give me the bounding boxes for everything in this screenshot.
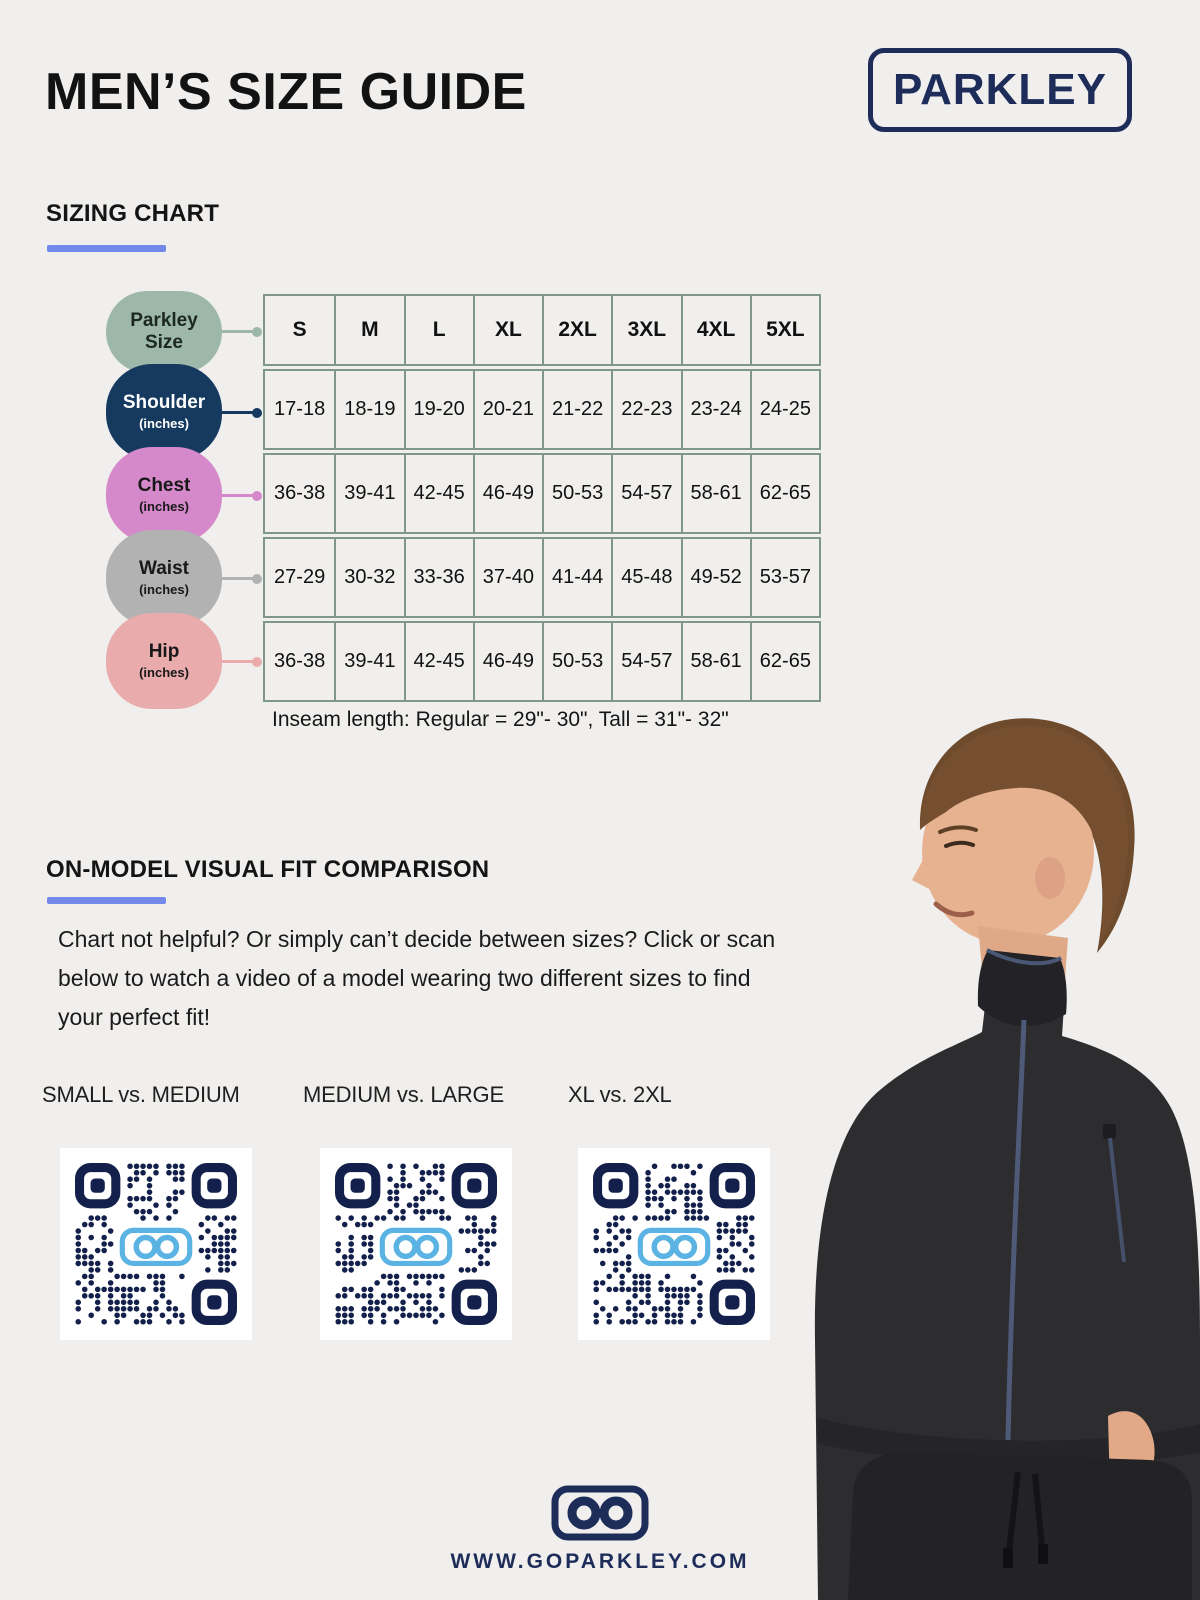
connector-dot	[252, 657, 262, 667]
table-cell: 54-57	[611, 455, 680, 532]
qr-code-graphic	[593, 1163, 755, 1325]
table-cell: 46-49	[473, 455, 542, 532]
table-cell: 22-23	[611, 371, 680, 448]
shoulder-values-row	[263, 369, 821, 450]
connector-line	[221, 577, 255, 580]
table-cell: 42-45	[404, 623, 473, 700]
footer	[440, 1484, 760, 1574]
qr-code-medium-vs-large[interactable]	[320, 1148, 512, 1340]
table-cell: 58-61	[681, 623, 750, 700]
table-cell: 49-52	[681, 539, 750, 616]
size-header-row	[263, 294, 821, 366]
waist-values-row	[263, 537, 821, 618]
chest-values-row	[263, 453, 821, 534]
table-cell: 19-20	[404, 371, 473, 448]
size-column-header: S	[292, 318, 307, 341]
table-cell: 23-24	[681, 371, 750, 448]
connector-dot	[252, 327, 262, 337]
sizing-chart-heading: SIZING CHART	[46, 200, 220, 227]
row-label-parkley-size: Parkley Size	[106, 291, 222, 373]
qr-code-xl-vs-2xl[interactable]	[578, 1148, 770, 1340]
connector-line	[221, 660, 255, 663]
table-cell: 53-57	[750, 539, 819, 616]
table-cell: 17-18	[274, 398, 326, 420]
qr-code-graphic	[335, 1163, 497, 1325]
size-column-header: 4XL	[681, 296, 750, 364]
connector-line	[221, 494, 255, 497]
table-cell: 30-32	[334, 539, 403, 616]
goggles-logo-icon	[550, 1484, 650, 1542]
sizing-chart-underline	[47, 245, 166, 252]
table-cell: 58-61	[681, 455, 750, 532]
connector-line	[221, 411, 255, 414]
connector-line	[221, 330, 255, 333]
qr-label-medium-vs-large: MEDIUM vs. LARGE	[303, 1082, 504, 1107]
size-column-header: 5XL	[750, 296, 819, 364]
model-photo	[810, 700, 1200, 1600]
table-cell: 50-53	[542, 623, 611, 700]
qr-code-graphic	[75, 1163, 237, 1325]
row-label-chest: Chest (inches)	[106, 447, 222, 543]
table-cell: 39-41	[334, 455, 403, 532]
sizing-table	[263, 294, 821, 705]
table-cell: 21-22	[542, 371, 611, 448]
model-illustration	[810, 700, 1200, 1600]
table-cell: 36-38	[274, 482, 326, 504]
size-column-header: XL	[473, 296, 542, 364]
fit-comparison-paragraph: Chart not helpful? Or simply can’t decide between sizes? Click or scan below to watch a video of a model wearing two different sizes to find your perfect fit!	[58, 926, 776, 1030]
table-cell: 62-65	[750, 455, 819, 532]
table-cell: 18-19	[334, 371, 403, 448]
table-cell: 39-41	[334, 623, 403, 700]
table-cell: 42-45	[404, 455, 473, 532]
table-cell: 36-38	[274, 650, 326, 672]
table-cell: 62-65	[750, 623, 819, 700]
fit-comparison-underline	[47, 897, 166, 904]
table-cell: 50-53	[542, 455, 611, 532]
table-cell: 20-21	[473, 371, 542, 448]
qr-label-xl-vs-2xl: XL vs. 2XL	[568, 1082, 672, 1107]
table-cell: 46-49	[473, 623, 542, 700]
row-label-shoulder: Shoulder (inches)	[106, 364, 222, 460]
size-column-header: 3XL	[611, 296, 680, 364]
qr-code-small-vs-medium[interactable]	[60, 1148, 252, 1340]
table-cell: 45-48	[611, 539, 680, 616]
size-column-header: M	[334, 296, 403, 364]
table-cell: 37-40	[473, 539, 542, 616]
size-column-header: 2XL	[542, 296, 611, 364]
table-cell: 24-25	[750, 371, 819, 448]
page-title: MEN’S SIZE GUIDE	[45, 63, 527, 121]
table-cell: 54-57	[611, 623, 680, 700]
brand-logo	[868, 48, 1132, 132]
hip-values-row	[263, 621, 821, 702]
inseam-note: Inseam length: Regular = 29"- 30", Tall = 31"- 32"	[272, 708, 729, 731]
table-cell: 41-44	[542, 539, 611, 616]
qr-label-small-vs-medium: SMALL vs. MEDIUM	[42, 1082, 240, 1107]
fit-comparison-heading: ON-MODEL VISUAL FIT COMPARISON	[46, 856, 490, 883]
connector-dot	[252, 408, 262, 418]
table-cell: 27-29	[274, 566, 326, 588]
connector-dot	[252, 491, 262, 501]
table-cell: 33-36	[404, 539, 473, 616]
row-label-waist: Waist (inches)	[106, 530, 222, 626]
connector-dot	[252, 574, 262, 584]
website-url[interactable]: WWW.GOPARKLEY.COM	[450, 1550, 750, 1573]
brand-logo-text: PARKLEY	[893, 65, 1107, 114]
size-column-header: L	[404, 296, 473, 364]
row-label-hip: Hip (inches)	[106, 613, 222, 709]
